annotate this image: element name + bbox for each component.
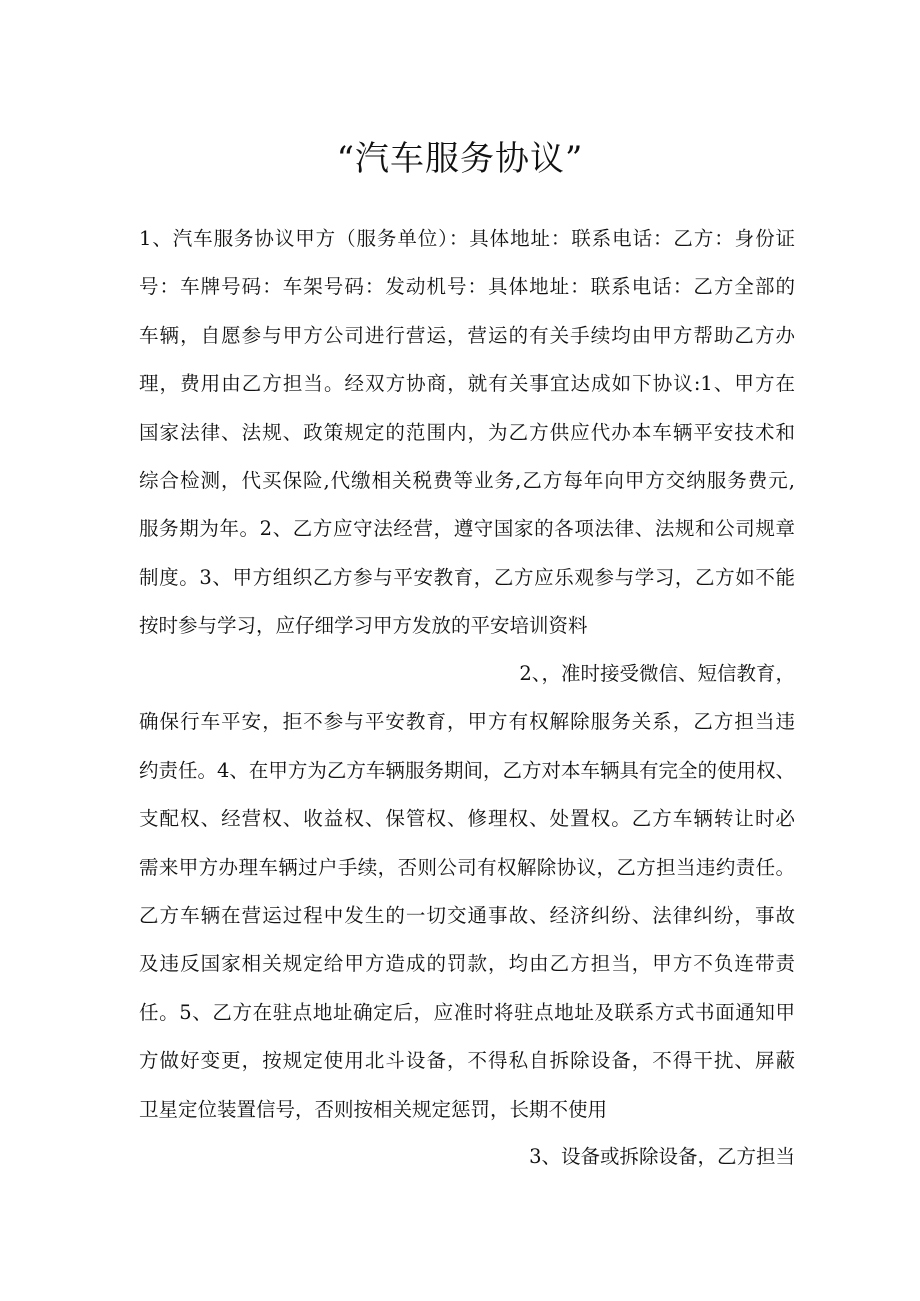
text-line: 1、汽车服务协议甲方（服务单位）：具体地址：联系电话：乙方：身份证 bbox=[139, 227, 795, 250]
text-line: 及违反国家相关规定给甲方造成的罚款，均由乙方担当，甲方不负连带责 bbox=[139, 952, 795, 976]
text-line: 方做好变更，按规定使用北斗设备，不得私自拆除设备，不得干扰、屏蔽 bbox=[139, 1049, 795, 1073]
paragraph-3 bbox=[139, 1133, 795, 1181]
paragraph-2 bbox=[139, 650, 795, 1134]
text-line: 号：车牌号码：车架号码：发动机号：具体地址：联系电话：乙方全部的 bbox=[139, 275, 795, 299]
text-line: 乙方车辆在营运过程中发生的一切交通事故、经济纠纷、法律纠纷，事故 bbox=[139, 904, 795, 928]
text-line: 综合检测，代买保险,代缴相关税费等业务,乙方每年向甲方交纳服务费元, bbox=[139, 469, 795, 493]
text-line: 制度。3、甲方组织乙方参与平安教育，乙方应乐观参与学习，乙方如不能 bbox=[139, 565, 795, 589]
text-line: 任。5、乙方在驻点地址确定后，应准时将驻点地址及联系方式书面通知甲 bbox=[139, 1000, 795, 1024]
document-title: “汽车服务协议” bbox=[336, 139, 584, 179]
text-line: 理，费用由乙方担当。经双方协商，就有关事宜达成如下协议:1、甲方在 bbox=[139, 372, 795, 396]
text-line: 服务期为年。2、乙方应守法经营，遵守国家的各项法律、法规和公司规章 bbox=[139, 517, 795, 541]
text-line: 需来甲方办理车辆过户手续，否则公司有权解除协议，乙方担当违约责任。 bbox=[139, 855, 795, 879]
text-line: 支配权、经营权、收益权、保管权、修理权、处置权。乙方车辆转让时必 bbox=[139, 807, 795, 831]
text-line: 国家法律、法规、政策规定的范围内，为乙方供应代办本车辆平安技术和 bbox=[139, 420, 795, 444]
paragraph-1 bbox=[139, 215, 795, 651]
text-line: 卫星定位装置信号，否则按相关规定惩罚，长期不使用 bbox=[139, 1097, 608, 1121]
text-line: 约责任。4、在甲方为乙方车辆服务期间，乙方对本车辆具有完全的使用权、 bbox=[139, 758, 795, 782]
text-line: 确保行车平安，拒不参与平安教育，甲方有权解除服务关系，乙方担当违 bbox=[139, 710, 795, 734]
text-line: 车辆，自愿参与甲方公司进行营运，营运的有关手续均由甲方帮助乙方办 bbox=[139, 323, 795, 347]
text-line: 按时参与学习，应仔细学习甲方发放的平安培训资料 bbox=[139, 614, 588, 638]
paragraph-lead: 3、设备或拆除设备，乙方担当 bbox=[529, 1145, 795, 1168]
paragraph-lead: 2、，准时接受微信、短信教育， bbox=[519, 662, 795, 685]
